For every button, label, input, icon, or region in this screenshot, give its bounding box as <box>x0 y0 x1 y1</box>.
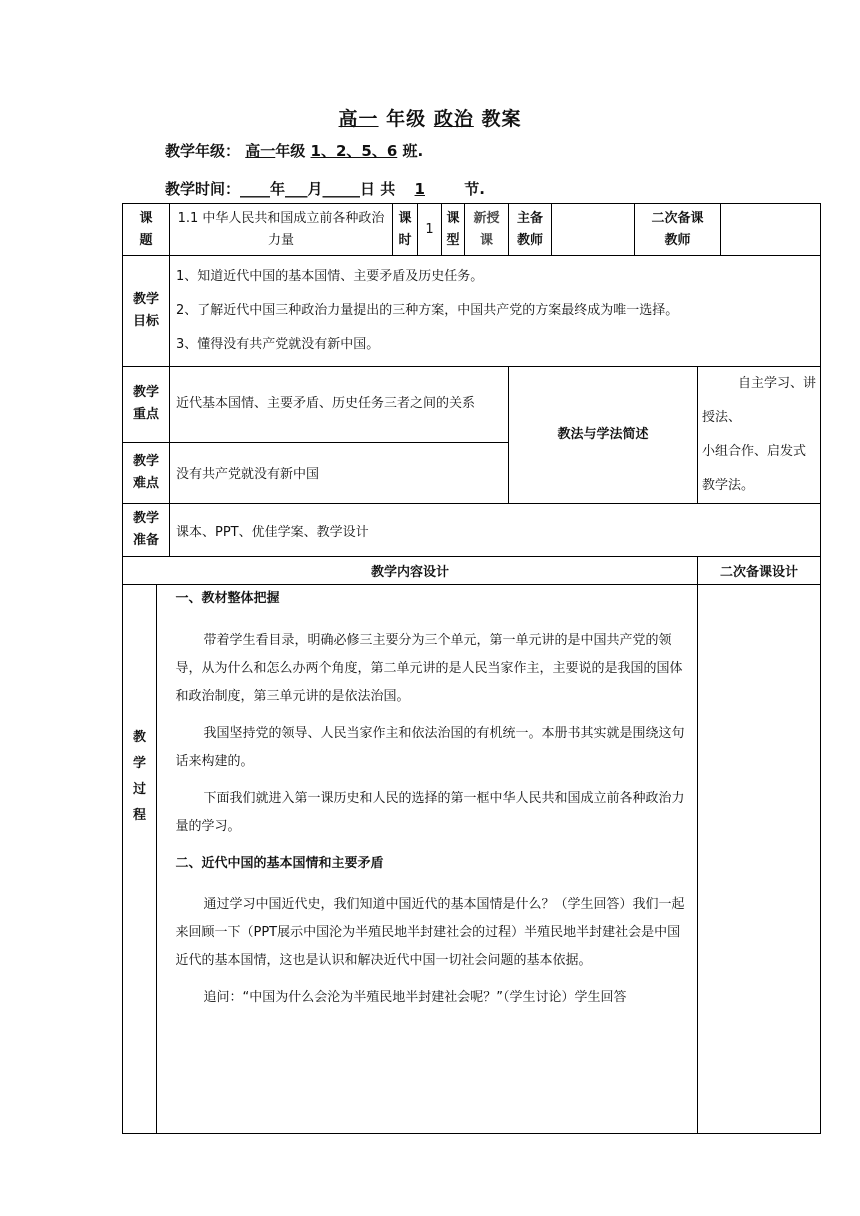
type-label: 课 型 <box>442 204 465 255</box>
title-grade-suffix: 年级 <box>386 108 427 130</box>
process-paragraph: 我国坚持党的领导、人民当家作主和依法治国的有机统一。本册书其实就是围绕这句话来构建的。 <box>175 726 685 769</box>
second-teacher-value <box>721 204 821 256</box>
design-header-row <box>123 557 821 585</box>
process-paragraph: 通过学习中国近代史，我们知道中国近代的基本国情是什么？（学生回答）我们一起来回顾一下（PPT展示中国沦为半殖民地半封建社会的过程）半殖民地半封建社会是中国近代的基本国情，这也是认识和解决近代中国一切社会问题的基本依据。 <box>175 897 685 968</box>
day-blank: _____ <box>322 180 361 198</box>
type-cell <box>442 204 509 256</box>
title-subject: 政治 <box>433 108 474 130</box>
total-label: 共 <box>380 180 396 198</box>
lesson-plan-table <box>122 203 821 1134</box>
section1-title: 一、教材整体把握 <box>175 591 280 606</box>
process-content <box>170 585 698 1134</box>
header-row <box>123 204 821 256</box>
process-row <box>123 585 821 1134</box>
goals-list <box>170 256 821 367</box>
prep-value: 课本、PPT、优佳学案、教学设计 <box>170 504 821 557</box>
hours-label: 课 时 <box>393 204 418 256</box>
year-label: 年 <box>270 180 286 198</box>
section-suffix: 节. <box>464 180 485 198</box>
second-design-header: 二次备课设计 <box>698 557 821 585</box>
methods-label: 教法与学法简述 <box>509 367 698 504</box>
process-paragraph: 下面我们就进入第一课历史和人民的选择的第一框中华人民共和国成立前各种政治力量的学习。 <box>175 791 685 834</box>
process-left-margin <box>123 585 170 1134</box>
page-title <box>0 104 860 131</box>
month-label: 月 <box>307 180 323 198</box>
second-design-content <box>698 585 821 1134</box>
class-suffix: 班. <box>402 142 424 160</box>
type-value: 新授 课 <box>473 210 500 248</box>
process-paragraph: 带着学生看目录，明确必修三主要分为三个单元，第一单元讲的是中国共产党的领导，从为什么和怎么办两个角度，第二单元讲的是人民当家作主，主要说的是我国的国体和政治制度，第三单元讲的是依法治国。 <box>175 633 683 704</box>
time-label: 教学时间： <box>165 180 241 198</box>
prep-row <box>123 504 821 557</box>
month-blank: ___ <box>285 180 308 198</box>
prep-label: 教学 准备 <box>123 504 170 557</box>
grade-line <box>165 140 423 161</box>
section2-title: 二、近代中国的基本国情和主要矛盾 <box>175 856 384 871</box>
title-doc-type: 教案 <box>481 108 522 130</box>
goal-item: 1、知道近代中国的基本国情、主要矛盾及历史任务。 <box>176 269 484 284</box>
grade-label: 教学年级： <box>165 142 241 160</box>
grade-mid: 年级 <box>275 142 306 160</box>
content-design-header: 教学内容设计 <box>123 557 698 585</box>
year-blank: ____ <box>240 180 271 198</box>
topic-value: 1.1 中华人民共和国成立前各种政治力量 <box>170 204 393 256</box>
title-grade: 高一 <box>338 108 379 130</box>
goal-item: 2、了解近代中国三种政治力量提出的三种方案，中国共产党的方案最终成为唯一选择。 <box>176 303 679 318</box>
methods-value: 自主学习、讲授法、 小组合作、启发式教学法。 <box>698 367 821 504</box>
time-line <box>165 178 485 199</box>
second-teacher-label: 二次备课 教师 <box>635 204 721 256</box>
process-label: 教 学 过 程 <box>132 730 146 823</box>
sessions-value: 1 <box>414 180 425 198</box>
key-points-value: 近代基本国情、主要矛盾、历史任务三者之间的关系 <box>170 367 509 443</box>
key-points-label: 教学 重点 <box>123 367 170 443</box>
topic-label: 课 题 <box>123 204 170 256</box>
lead-teacher-label: 主备 教师 <box>509 204 552 256</box>
goal-item: 3、懂得没有共产党就没有新中国。 <box>176 337 380 352</box>
lead-teacher-value <box>552 204 635 256</box>
class-list: 1、2、5、6 <box>310 142 398 160</box>
goals-label: 教学 目标 <box>123 256 170 367</box>
difficulties-label: 教学 难点 <box>123 442 170 503</box>
goals-row <box>123 256 821 367</box>
process-paragraph: 追问：“中国为什么会沦为半殖民地半封建社会呢？”（学生讨论）学生回答 <box>203 990 627 1005</box>
key-points-row <box>123 367 821 443</box>
difficulties-value: 没有共产党就没有新中国 <box>170 442 509 503</box>
day-label: 日 <box>360 180 376 198</box>
hours-value: 1 <box>418 204 442 256</box>
grade-value: 高一 <box>245 142 276 160</box>
